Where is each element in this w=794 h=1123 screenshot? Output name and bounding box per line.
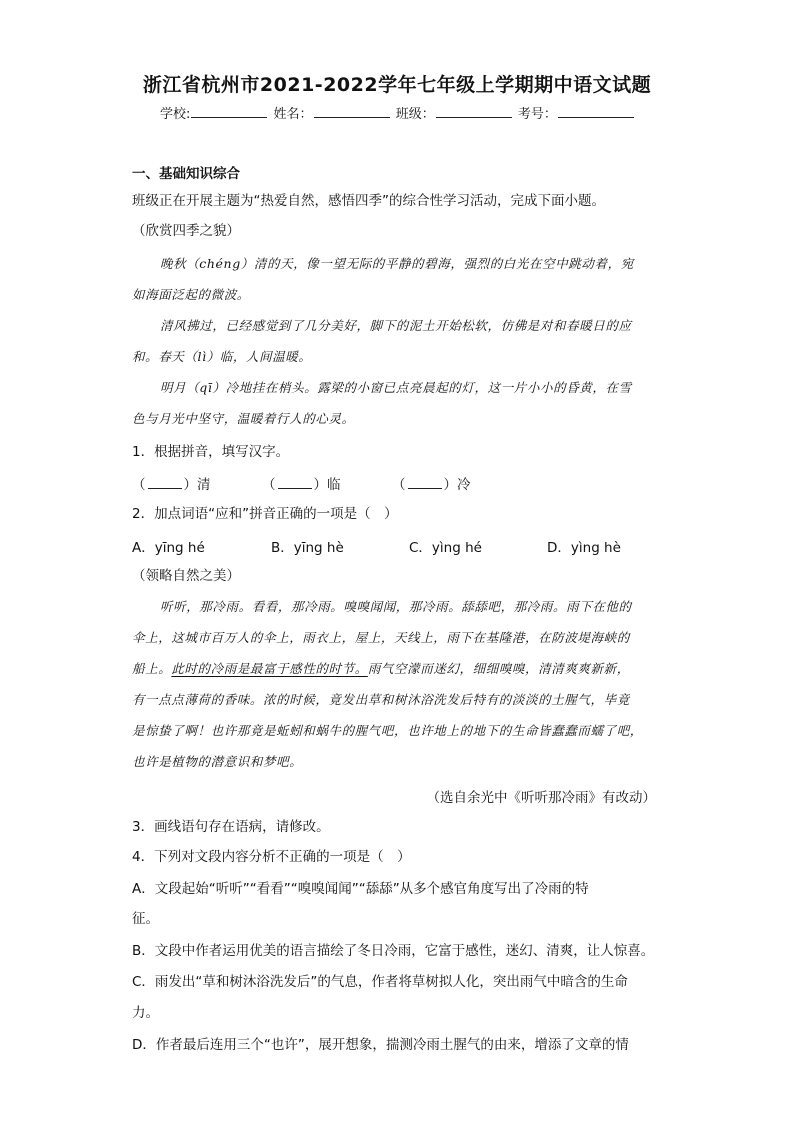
passage4-line1: 听听，那冷雨。看看，那冷雨。嗅嗅闻闻，那冷雨。舔舔吧，那冷雨。雨下在他的 — [160, 599, 632, 614]
question-2: 2．加点词语“应和”拼音正确的一项是（ ） — [132, 506, 398, 522]
q2-option-c: C．yìng hé — [409, 540, 482, 556]
subheading-seasons: （欣赏四季之貌） — [132, 223, 240, 239]
passage3-line1: 明月（qī）冷地挂在梢头。露梁的小窗已点亮晨起的灯，这一片小小的昏黄，在雪 — [160, 380, 632, 395]
passage2-line2: 和。春天（lì）临，人间温暖。 — [132, 349, 312, 364]
passage-source: （选自余光中《听听那冷雨》有改动） — [426, 790, 656, 806]
question-1: 1．根据拼音，填写汉字。 — [132, 444, 290, 460]
passage4-line5: 是惊蛰了啊！也许那竟是蚯蚓和蜗牛的腥气吧，也许地上的地下的生命皆蠢蠢而蠕了吧， — [132, 723, 643, 738]
class-blank — [436, 105, 512, 118]
passage4-line6: 也许是植物的潜意识和梦吧。 — [132, 754, 303, 769]
underlined-sentence: 此时的冷雨是最富于感性的时节。 — [171, 661, 368, 676]
passage3-line2: 色与月光中坚守，温暖着行人的心灵。 — [132, 411, 355, 426]
exam-number-blank — [558, 105, 634, 118]
q4-option-b: B．文段中作者运用优美的语言描绘了冬日冷雨，它富于感性，迷幻、清爽，让人惊喜。 — [132, 943, 655, 959]
passage1-line1: 晚秋（chéng）清的天，像一望无际的平静的碧海，强烈的白光在空中跳动着，宛 — [160, 256, 634, 271]
passage1-line2: 如海面泛起的微波。 — [132, 287, 250, 302]
section-intro: 班级正在开展主题为“热爱自然，感悟四季”的综合性学习活动，完成下面小题。 — [132, 193, 605, 209]
question-3: 3．画线语句存在语病，请修改。 — [132, 819, 330, 835]
passage4-line3: 船上。此时的冷雨是最富于感性的时节。雨气空濛而迷幻，细细嗅嗅，清清爽爽新新， — [132, 661, 630, 676]
school-label: 学校: — [160, 107, 191, 122]
q4-option-c-cont: 力。 — [132, 1005, 159, 1021]
passage4-line4: 有一点点薄荷的香味。浓的时候，竟发出草和树沐浴洗发后特有的淡淡的土腥气，毕竟 — [132, 692, 630, 707]
student-info-line — [160, 103, 636, 122]
school-blank — [191, 105, 267, 118]
subheading-nature: （领略自然之美） — [132, 568, 240, 584]
q2-option-b: B．yīng hè — [271, 540, 344, 556]
name-blank — [314, 105, 390, 118]
passage2-line1: 清风拂过，已经感觉到了几分美好，脚下的泥土开始松软，仿佛是对和春暖日的应 — [160, 318, 632, 333]
section-heading: 一、基础知识综合 — [132, 166, 240, 182]
q4-option-a-cont: 征。 — [132, 911, 159, 927]
passage4-line2: 伞上，这城市百万人的伞上，雨衣上，屋上，天线上，雨下在基隆港，在防波堤海峡的 — [132, 630, 630, 645]
q4-option-c: C．雨发出“草和树沐浴洗发后”的气息，作者将草树拟人化，突出雨气中暗含的生命 — [132, 974, 628, 990]
question-4: 4．下列对文段内容分析不正确的一项是（ ） — [132, 849, 411, 865]
q2-option-a: A．yīng hé — [132, 540, 205, 556]
q4-option-a: A．文段起始“听听”“看看”“嗅嗅闻闻”“舔舔”从多个感官角度写出了冷雨的特 — [132, 881, 589, 897]
q1-blank-3: （ ）冷 — [392, 477, 471, 493]
q1-blank-2: （ ）临 — [262, 477, 341, 493]
exam-title: 浙江省杭州市2021-2022学年七年级上学期期中语文试题 — [142, 74, 652, 96]
q4-option-d: D．作者最后连用三个“也许”，展开想象，揣测冷雨土腥气的由来，增添了文章的情 — [132, 1037, 629, 1053]
name-label: 姓名： — [273, 107, 313, 122]
q2-option-d: D．yìng hè — [547, 540, 621, 556]
q1-blank-1: （ ）清 — [132, 477, 211, 493]
exam-number-label: 考号： — [517, 107, 557, 122]
class-label: 班级： — [395, 107, 435, 122]
